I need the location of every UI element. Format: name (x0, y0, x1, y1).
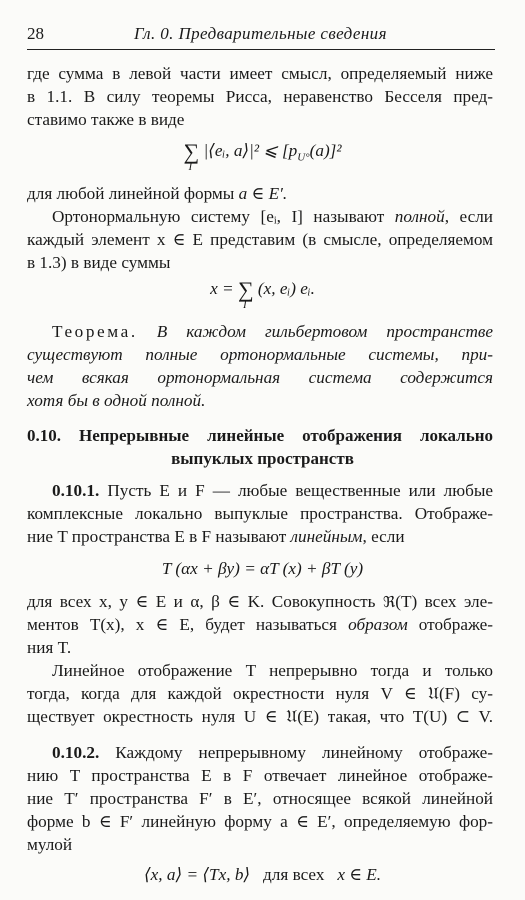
text-line (27, 183, 493, 205)
text-run: Ортонормальную систему [eᵢ, I] называют (52, 207, 385, 226)
theorem-text: В каждом гильбертовом пространстве (156, 322, 493, 341)
text-run: (T) всех эле- (395, 592, 493, 611)
text-line: где сумма в левой части имеет смысл, определяемый ниже (27, 64, 493, 83)
text-run: Каждому непрерывному линейному отображе- (115, 743, 493, 762)
section-heading: 0.10. Непрерывные линейные отображения локально (27, 426, 493, 445)
text-run: ние T пространства E в F называют (27, 527, 287, 546)
text-line: в 1.3) в виде суммы (27, 253, 171, 272)
linearity-formula: T (αx + βy) = αT (x) + βT (y) (161, 559, 364, 578)
text-line (27, 591, 493, 613)
paragraph-number: 0.10.2. (52, 743, 100, 762)
text-run: , если (362, 527, 405, 546)
page-number: 28 (27, 24, 44, 43)
theorem-line: хотя бы в одной полной. (27, 391, 206, 410)
theorem-line: существуют полные ортонормальные системы, при- (27, 345, 493, 364)
text-run: для любой линейной формы (27, 184, 235, 203)
text-line (52, 742, 493, 764)
text-run: ментов T(x), x ∈ E, будет называться (27, 615, 337, 634)
section-heading: выпуклых пространств (171, 449, 354, 468)
bessel-formula-body: |⟨eᵢ, a⟩|² ⩽ [p (203, 141, 298, 160)
bessel-formula (0, 139, 525, 173)
theorem-label: Теорема. (52, 322, 138, 341)
sum-index: I (242, 299, 247, 311)
text-line (52, 480, 493, 502)
theorem-line: чем всякая ортонормальная система содержится (27, 368, 493, 387)
math-run: a ∈ E′. (238, 184, 288, 203)
sum-sign: ∑ I (237, 277, 254, 311)
sum-formula (0, 277, 525, 311)
text-line: мулой (27, 835, 73, 854)
text-line: Линейное отображение T непрерывно тогда и только (52, 661, 493, 680)
text-line: в 1.1. В силу теоремы Рисса, неравенство Бесселя пред- (27, 87, 493, 106)
text-line: форме b ∈ F′ линейную форму a ∈ E′, определяемую фор- (27, 812, 493, 831)
sum-sign: ∑ I (183, 139, 200, 173)
text-run: , если (444, 207, 494, 226)
text-line (27, 614, 493, 636)
text-line: ставимо также в виде (27, 110, 185, 129)
term-complete: полной (394, 207, 445, 226)
formula-part: ⟨x, a⟩ = ⟨Tx, b⟩ (143, 865, 251, 884)
text-line (27, 526, 493, 548)
text-run: отображе- (407, 615, 494, 634)
formula-part: x ∈ E. (337, 865, 382, 884)
text-line: ние T′ пространства F′ в E′, относящее всякой линейной (27, 789, 493, 808)
text-line: каждый элемент x ∈ E представим (в смысле, определяемом (27, 230, 493, 249)
text-line: ния T. (27, 638, 72, 657)
text-run: Пусть E и F — любые вещественные или любые (107, 481, 493, 500)
text-line (52, 206, 493, 228)
text-line: нию T пространства E в F отвечает линейное отображе- (27, 766, 493, 785)
term-linear: линейным (290, 527, 363, 546)
text-line: тогда, когда для каждой окрестности нуля V ∈ 𝔘(F) су- (27, 684, 493, 703)
bessel-formula-subscript: U° (297, 151, 310, 164)
theorem-line (52, 321, 493, 343)
formula-part: для всех (263, 865, 325, 884)
text-line: ществует окрестность нуля U ∈ 𝔘(E) такая, что T(U) ⊂ V. (27, 707, 493, 726)
text-line: комплексные локально выпуклые пространства. Отображе- (27, 504, 493, 523)
running-title: Гл. 0. Предварительные сведения (134, 24, 387, 43)
paragraph-number: 0.10.1. (52, 481, 100, 500)
sum-index: I (188, 161, 193, 173)
sum-formula-rhs: (x, eᵢ) eᵢ. (257, 279, 315, 298)
sum-formula-lhs: x = (210, 279, 234, 298)
term-image: образом (348, 615, 408, 634)
header-rule (27, 49, 495, 50)
fraktur-r-symbol: ℜ (383, 593, 396, 611)
bessel-formula-tail: (a)]² (309, 141, 342, 160)
text-run: для всех x, y ∈ E и α, β ∈ K. Совокупность (27, 592, 376, 611)
transpose-formula (0, 864, 525, 886)
